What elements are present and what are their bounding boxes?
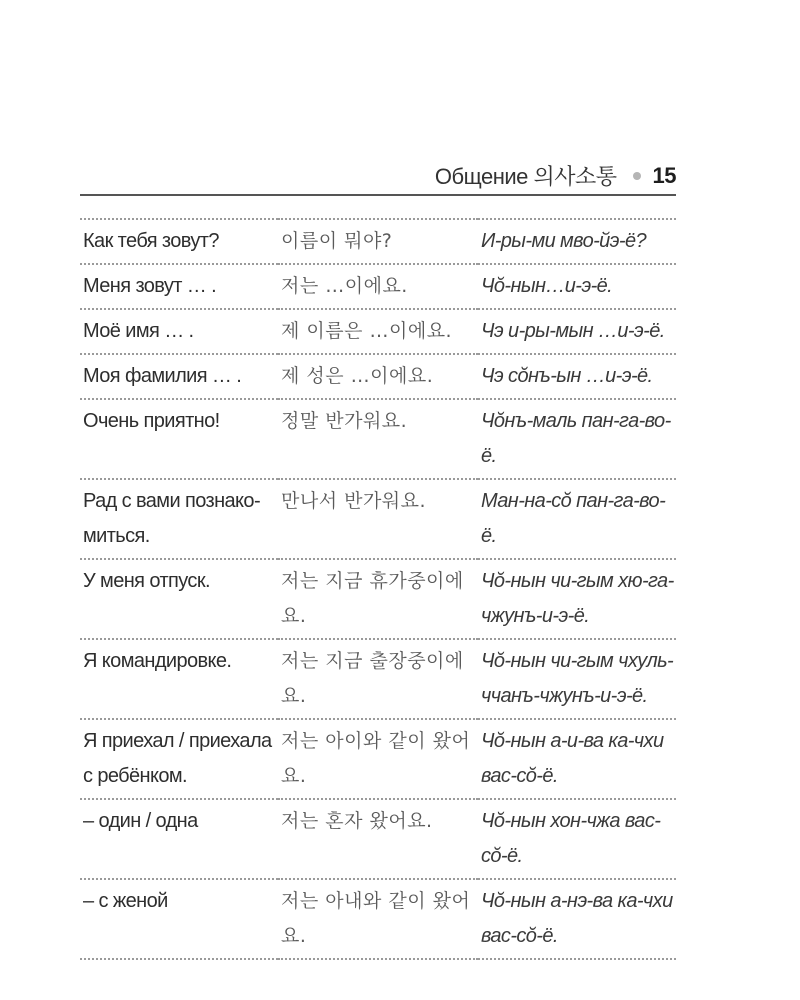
russian-phrase: Как тебя зовут?: [83, 230, 219, 252]
russian-phrase: Рад с вами познако-миться.: [83, 490, 261, 547]
korean-phrase: 저는 …이에요.: [281, 275, 408, 297]
korean-phrase: 저는 지금 휴가중이에요.: [281, 570, 464, 627]
table-row: [80, 559, 676, 639]
transliteration: Чэ и-ры-мын …и-э-ё.: [481, 320, 665, 342]
korean-phrase: 저는 지금 출장중이에요.: [281, 650, 464, 707]
table-row: [80, 264, 676, 309]
table-row: [80, 399, 676, 479]
table-row: [80, 879, 676, 959]
korean-phrase: 만나서 반가워요.: [281, 490, 427, 512]
korean-phrase: 정말 반가워요.: [281, 410, 408, 432]
russian-phrase: Меня зовут … .: [83, 275, 217, 297]
korean-phrase: 저는 혼자 왔어요.: [281, 810, 433, 832]
page-number: 15: [652, 162, 676, 188]
russian-phrase: Я командировке.: [83, 650, 232, 672]
korean-phrase: 제 이름은 …이에요.: [281, 320, 453, 342]
russian-phrase: – с женой: [83, 890, 168, 912]
russian-phrase: Моё имя … .: [83, 320, 194, 342]
table-row: [80, 719, 676, 799]
transliteration: Чŏ-нын хон-чжа вас-сŏ-ё.: [481, 810, 661, 867]
transliteration: Чŏ-нын а-и-ва ка-чхи вас-сŏ-ё.: [481, 730, 664, 787]
table-row: [80, 799, 676, 879]
russian-phrase: Очень приятно!: [83, 410, 220, 432]
phrase-table: [80, 218, 676, 960]
transliteration: Чŏ-нын а-нэ-ва ка-чхи вас-сŏ-ё.: [481, 890, 673, 947]
table-row: [80, 309, 676, 354]
russian-phrase: У меня отпуск.: [83, 570, 210, 592]
table-row: [80, 219, 676, 264]
table-row: [80, 354, 676, 399]
bullet-dot-icon: [633, 172, 641, 180]
transliteration: Чŏнъ-маль пан-га-во-ё.: [481, 410, 671, 467]
russian-phrase: – один / одна: [83, 810, 198, 832]
transliteration: Ман-на-сŏ пан-га-во-ё.: [481, 490, 666, 547]
transliteration: И-ры-ми мво-йэ-ё?: [481, 230, 647, 252]
transliteration: Чŏ-нын чи-гым хю-га-чжунъ-и-э-ё.: [481, 570, 674, 627]
table-row: [80, 479, 676, 559]
transliteration: Чŏ-нын чи-гым чхуль-ччанъ-чжунъ-и-э-ё.: [481, 650, 674, 707]
section-title: Общение 의사소통: [434, 164, 617, 189]
korean-phrase: 저는 아이와 같이 왔어요.: [281, 730, 471, 787]
table-row: [80, 639, 676, 719]
korean-phrase: 이름이 뭐야?: [281, 230, 393, 252]
running-head: [435, 160, 676, 191]
transliteration: Чэ сŏнъ-ын …и-э-ё.: [481, 365, 653, 387]
russian-phrase: Я приехал / приехала с ребёнком.: [83, 730, 272, 787]
korean-phrase: 제 성은 …이에요.: [281, 365, 434, 387]
russian-phrase: Моя фамилия … .: [83, 365, 242, 387]
page-header: [80, 150, 676, 196]
korean-phrase: 저는 아내와 같이 왔어요.: [281, 890, 471, 947]
transliteration: Чŏ-нын…и-э-ё.: [481, 275, 613, 297]
